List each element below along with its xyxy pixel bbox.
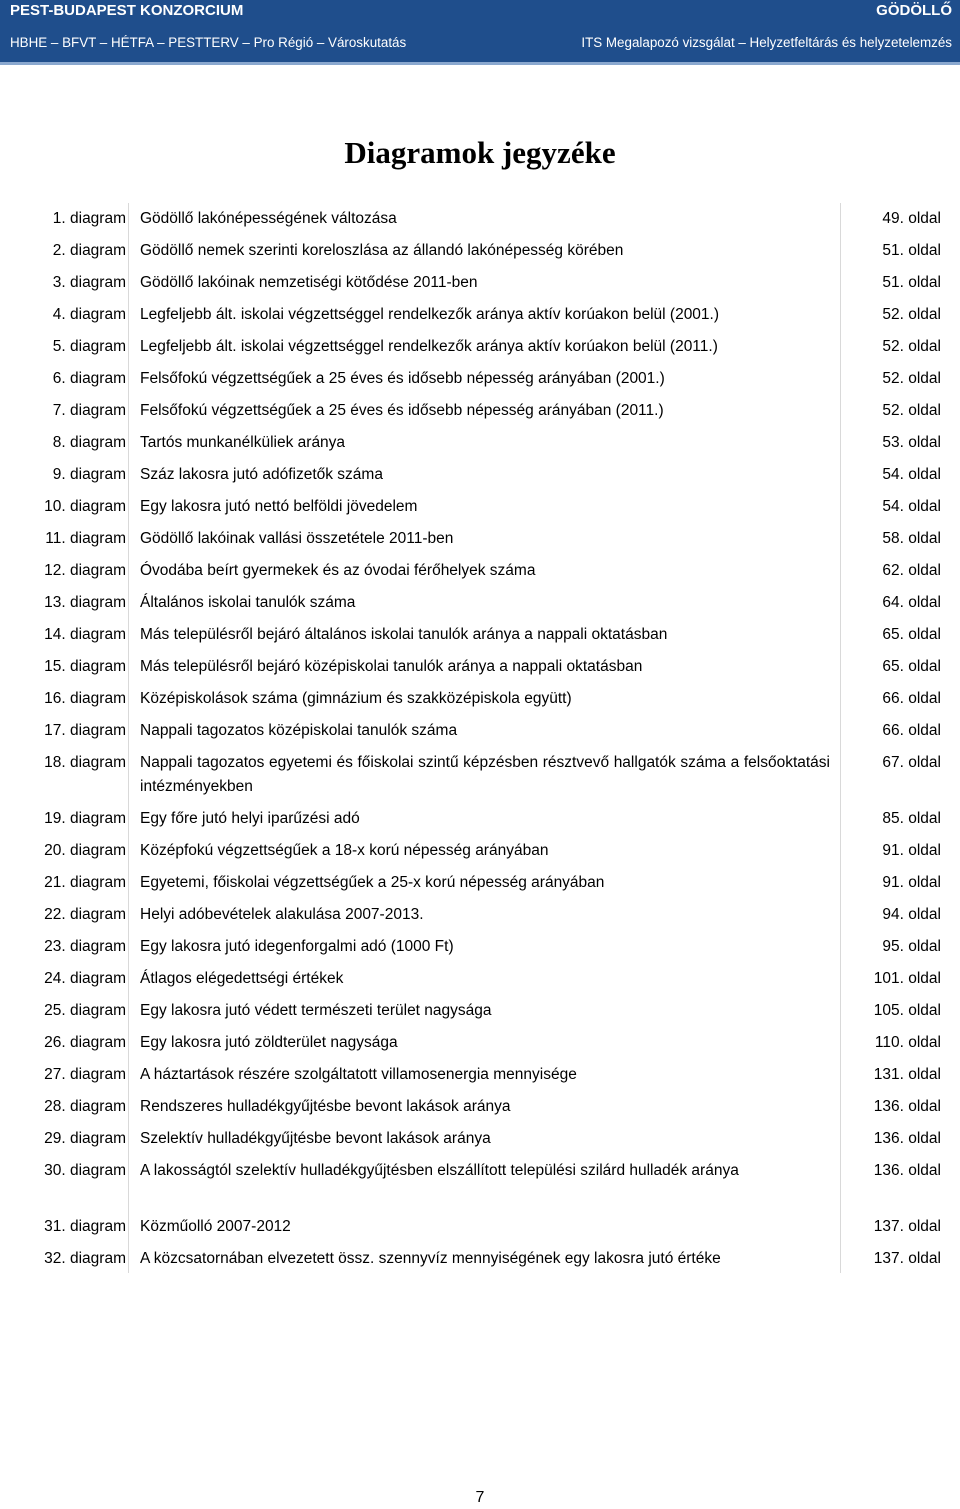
diagram-page: 95. oldal — [882, 938, 941, 955]
diagram-title: Egy lakosra jutó zöldterület nagysága — [140, 1034, 398, 1051]
diagram-number: 24. diagram — [44, 970, 126, 987]
diagram-title: Egy lakosra jutó idegenforgalmi adó (1000 Ft) — [140, 938, 454, 955]
diagram-number: 21. diagram — [44, 874, 126, 891]
diagram-page: 91. oldal — [882, 874, 941, 891]
page-number: 7 — [475, 1489, 485, 1506]
diagram-page: 52. oldal — [882, 306, 941, 323]
diagram-title: Nappali tagozatos középiskolai tanulók száma — [140, 722, 458, 739]
diagram-title: Közműolló 2007-2012 — [140, 1218, 291, 1235]
diagram-page: 51. oldal — [882, 242, 941, 259]
diagram-title: Rendszeres hulladékgyűjtésbe bevont lakások aránya — [140, 1098, 511, 1115]
diagram-number: 14. diagram — [44, 626, 126, 643]
diagram-title: Egyetemi, főiskolai végzettségűek a 25-x korú népesség arányában — [140, 874, 605, 891]
diagram-page: 64. oldal — [882, 594, 941, 611]
header-row-top — [10, 1, 952, 21]
diagram-page: 54. oldal — [882, 466, 941, 483]
diagram-number: 3. diagram — [52, 274, 126, 291]
diagram-number: 9. diagram — [52, 466, 126, 483]
diagram-number: 1. diagram — [52, 210, 126, 227]
diagram-number: 18. diagram — [44, 754, 126, 771]
diagram-number: 29. diagram — [44, 1130, 126, 1147]
column-divider-right — [840, 203, 841, 1273]
diagram-title: Más településről bejáró általános iskolai tanulók aránya a nappali oktatásban — [140, 626, 668, 643]
diagram-page: 136. oldal — [873, 1162, 941, 1179]
diagram-number: 5. diagram — [52, 338, 126, 355]
diagram-number: 7. diagram — [52, 402, 126, 419]
diagram-page: 52. oldal — [882, 402, 941, 419]
diagram-page: 52. oldal — [882, 338, 941, 355]
diagram-page: 49. oldal — [882, 210, 941, 227]
diagram-number: 23. diagram — [44, 938, 126, 955]
diagram-title: Óvodába beírt gyermekek és az óvodai férőhelyek száma — [140, 562, 536, 579]
diagram-title: Legfeljebb ált. iskolai végzettséggel rendelkezők aránya aktív korúakon belül (2011.) — [140, 338, 718, 355]
diagram-title: Felsőfokú végzettségűek a 25 éves és idősebb népesség arányában (2011.) — [140, 402, 664, 419]
diagram-number: 31. diagram — [44, 1218, 126, 1235]
diagram-title: Tartós munkanélküliek aránya — [140, 434, 346, 451]
diagram-number: 30. diagram — [44, 1162, 126, 1179]
diagram-title: Egy lakosra jutó védett természeti terület nagysága — [140, 1002, 492, 1019]
diagram-number: 32. diagram — [44, 1250, 126, 1267]
diagram-title: Egy főre jutó helyi iparűzési adó — [140, 810, 360, 827]
diagram-title: Felsőfokú végzettségűek a 25 éves és idősebb népesség arányában (2001.) — [140, 370, 665, 387]
diagram-number: 12. diagram — [44, 562, 126, 579]
diagram-page: 91. oldal — [882, 842, 941, 859]
diagram-page: 65. oldal — [882, 658, 941, 675]
diagram-title: Gödöllő lakónépességének változása — [140, 210, 397, 227]
diagram-number: 20. diagram — [44, 842, 126, 859]
diagram-title: A háztartások részére szolgáltatott villamosenergia mennyisége — [140, 1066, 577, 1083]
diagram-page: 58. oldal — [882, 530, 941, 547]
header-partners: HBHE – BFVT – HÉTFA – PESTTERV – Pro Régió – Városkutatás — [10, 35, 407, 50]
diagram-page: 65. oldal — [882, 626, 941, 643]
diagram-page: 66. oldal — [882, 722, 941, 739]
diagram-page: 67. oldal — [882, 754, 941, 771]
diagram-page: 101. oldal — [873, 970, 941, 987]
diagram-page: 94. oldal — [882, 906, 941, 923]
diagram-page: 52. oldal — [882, 370, 941, 387]
diagram-title: Átlagos elégedettségi értékek — [140, 970, 344, 987]
header-org: PEST-BUDAPEST KONZORCIUM — [10, 2, 244, 19]
diagram-page: 54. oldal — [882, 498, 941, 515]
diagram-page: 62. oldal — [882, 562, 941, 579]
header-doc-title: ITS Megalapozó vizsgálat – Helyzetfeltárás és helyzetelemzés — [581, 35, 952, 50]
diagram-number: 2. diagram — [52, 242, 126, 259]
diagram-number: 17. diagram — [44, 722, 126, 739]
diagram-title: Helyi adóbevételek alakulása 2007-2013. — [140, 906, 424, 923]
diagram-title: Szelektív hulladékgyűjtésbe bevont lakások aránya — [140, 1130, 491, 1147]
diagram-title: Gödöllő nemek szerinti koreloszlása az állandó lakónépesség körében — [140, 242, 624, 259]
diagram-page: 105. oldal — [873, 1002, 941, 1019]
diagram-page: 136. oldal — [873, 1130, 941, 1147]
diagram-title: Nappali tagozatos egyetemi és főiskolai szintű képzésben résztvevő hallgatók száma a felsőoktatási intézményekben — [140, 754, 830, 795]
diagram-number: 15. diagram — [44, 658, 126, 675]
diagram-number: 16. diagram — [44, 690, 126, 707]
header-rule — [0, 62, 960, 65]
diagram-number: 22. diagram — [44, 906, 126, 923]
header-row-bottom — [10, 33, 952, 53]
diagram-number: 10. diagram — [44, 498, 126, 515]
diagram-title: A közcsatornában elvezetett össz. szennyvíz mennyiségének egy lakosra jutó értéke — [140, 1250, 721, 1267]
diagram-title: Egy lakosra jutó nettó belföldi jövedelem — [140, 498, 418, 515]
diagram-number: 11. diagram — [45, 530, 126, 547]
diagram-page: 66. oldal — [882, 690, 941, 707]
diagram-title: Középfokú végzettségűek a 18-x korú népesség arányában — [140, 842, 549, 859]
diagram-title: A lakosságtól szelektív hulladékgyűjtésben elszállított települési szilárd hulladék aránya — [140, 1162, 739, 1179]
diagram-number: 28. diagram — [44, 1098, 126, 1115]
diagram-number: 4. diagram — [52, 306, 126, 323]
diagram-number: 8. diagram — [52, 434, 126, 451]
page-header — [0, 0, 960, 62]
diagram-page: 131. oldal — [873, 1066, 941, 1083]
diagram-page: 110. oldal — [874, 1034, 941, 1051]
diagram-number: 13. diagram — [44, 594, 126, 611]
page-title: Diagramok jegyzéke — [344, 135, 616, 170]
diagram-title: Száz lakosra jutó adófizetők száma — [140, 466, 383, 483]
diagram-title: Gödöllő lakóinak nemzetiségi kötődése 2011-ben — [140, 274, 478, 291]
diagram-page: 85. oldal — [882, 810, 941, 827]
diagram-page: 51. oldal — [882, 274, 941, 291]
diagram-title: Gödöllő lakóinak vallási összetétele 2011-ben — [140, 530, 454, 547]
diagram-title: Más településről bejáró középiskolai tanulók aránya a nappali oktatásban — [140, 658, 643, 675]
diagram-page: 53. oldal — [882, 434, 941, 451]
diagram-title: Legfeljebb ált. iskolai végzettséggel rendelkezők aránya aktív korúakon belül (2001.) — [140, 306, 720, 323]
diagram-page: 137. oldal — [873, 1218, 941, 1235]
diagram-title: Általános iskolai tanulók száma — [140, 594, 356, 611]
diagram-title: Középiskolások száma (gimnázium és szakközépiskola együtt) — [140, 690, 572, 707]
diagram-page: 136. oldal — [873, 1098, 941, 1115]
diagram-number: 26. diagram — [44, 1034, 126, 1051]
diagram-number: 19. diagram — [44, 810, 126, 827]
diagram-number: 25. diagram — [44, 1002, 126, 1019]
diagram-number: 6. diagram — [52, 370, 126, 387]
diagram-number: 27. diagram — [44, 1066, 126, 1083]
header-city: GÖDÖLLŐ — [876, 2, 952, 19]
diagram-page: 137. oldal — [873, 1250, 941, 1267]
column-divider-left — [128, 203, 129, 1273]
